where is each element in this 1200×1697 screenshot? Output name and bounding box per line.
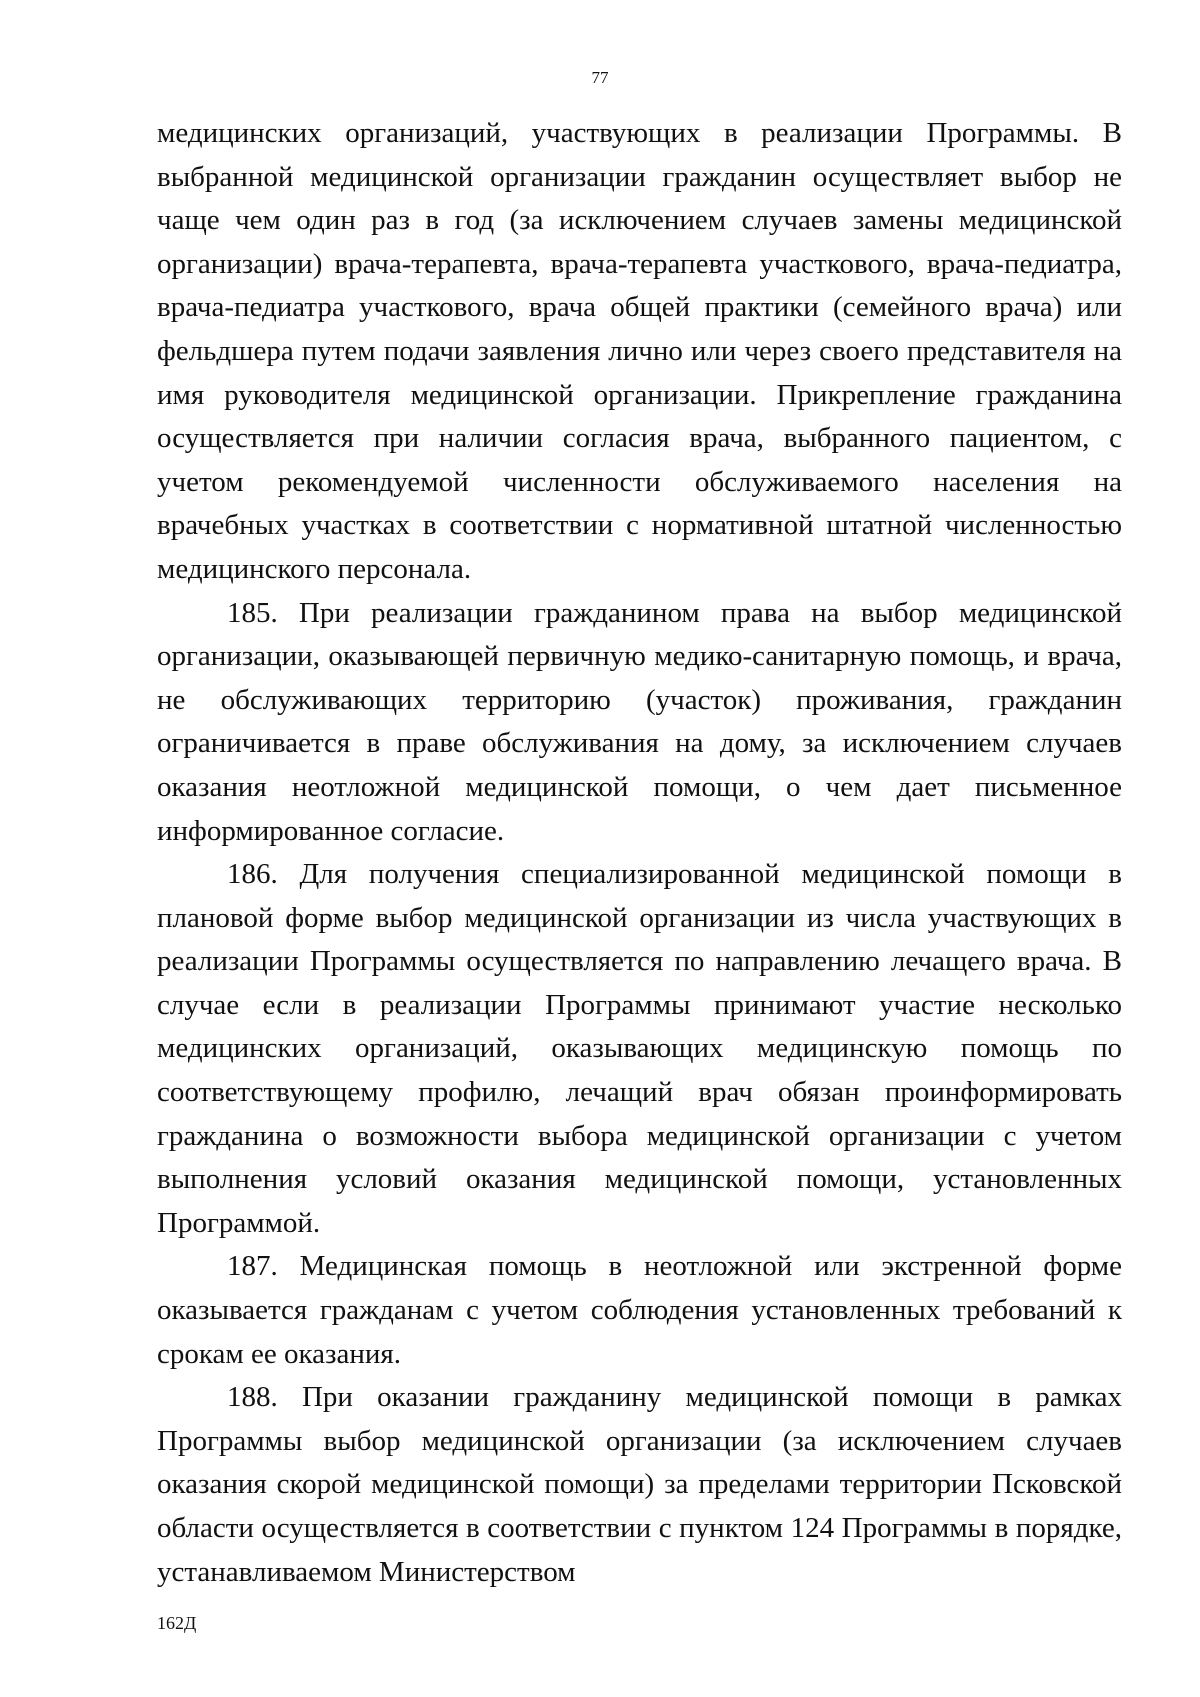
document-code: 162Д [157, 1613, 197, 1633]
page-number: 77 [591, 68, 609, 87]
paragraph-continuation: медицинских организаций, участвующих в реализации Программы. В выбранной медицинской организации гражданин осуществляет выбор не чаще чем один раз в год (за исключением случаев замены медицинской организации) врача-терапевта, врача-терапевта участкового, врача-педиатра, врача-педиатра участкового, врача общей практики (семейного врача) или фельдшера путем подачи заявления лично или через своего представителя на имя руководителя медицинской организации. Прикрепление гражданина осуществляется при наличии согласия врача, выбранного пациентом, с учетом рекомендуемой численности обслуживаемого населения на врачебных участках в соответствии с нормативной штатной численностью медицинского персонала. [157, 117, 1122, 585]
paragraph-188: 188. При оказании гражданину медицинской помощи в рамках Программы выбор медицинской организации (за исключением случаев оказания скорой медицинской помощи) за пределами территории Псковской области осуществляется в соответствии с пунктом 124 Программы в порядке, устанавливаемом Министерством [157, 1381, 1122, 1588]
paragraph-185: 185. При реализации гражданином права на выбор медицинской организации, оказывающей первичную медико-санитарную помощь, и врача, не обслуживающих территорию (участок) проживания, гражданин ограничивается в праве обслуживания на дому, за исключением случаев оказания неотложной медицинской помощи, о чем дает письменное информированное согласие. [157, 596, 1122, 847]
document-body [157, 112, 1122, 1594]
paragraph-186: 186. Для получения специализированной медицинской помощи в плановой форме выбор медицинской организации из числа участвующих в реализации Программы осуществляется по направлению лечащего врача. В случае если в реализации Программы принимают участие несколько медицинских организаций, оказывающих медицинскую помощь по соответствующему профилю, лечащий врач обязан проинформировать гражданина о возможности выбора медицинской организации с учетом выполнения условий оказания медицинской помощи, установленных Программой. [157, 858, 1122, 1239]
paragraph-187: 187. Медицинская помощь в неотложной или экстренной форме оказывается гражданам с учетом соблюдения установленных требований к срокам ее оказания. [157, 1250, 1122, 1370]
